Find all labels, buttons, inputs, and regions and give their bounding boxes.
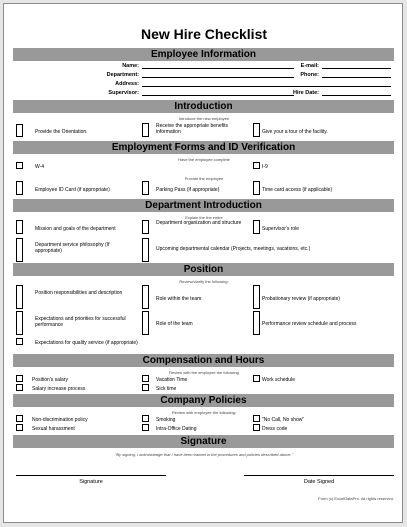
- item-dress-code: Dress code: [262, 426, 288, 432]
- item-role-of-team: Role of the team: [156, 321, 193, 327]
- section-employee-information: Employee Information: [13, 48, 394, 61]
- item-salary-increase: Salary increase process: [32, 386, 86, 392]
- supervisor-label: Supervisor:: [108, 90, 139, 96]
- checkbox-i9[interactable]: [253, 162, 260, 169]
- item-supervisor-role: Supervisor's role: [262, 226, 300, 232]
- section-employment-forms: Employment Forms and ID Verification: [13, 141, 394, 154]
- checkbox-benefits-information[interactable]: [142, 123, 149, 137]
- date-signed-line[interactable]: [244, 468, 394, 476]
- item-vacation-time: Vacation Time: [156, 377, 188, 383]
- item-position-salary: Position's salary: [32, 377, 68, 383]
- page-title: New Hire Checklist: [140, 26, 268, 42]
- item-role-within-team: Role within the team: [156, 296, 202, 302]
- checkbox-time-card[interactable]: [253, 181, 260, 195]
- checkbox-non-discrimination[interactable]: [16, 415, 23, 422]
- checkbox-expectations-priorities[interactable]: [16, 311, 23, 335]
- checkbox-probationary-review[interactable]: [253, 285, 260, 309]
- checkbox-work-schedule[interactable]: [253, 375, 260, 382]
- item-expectations-priorities: Expectations and priorities for successful performance: [35, 316, 126, 328]
- item-employee-id: Employee ID Card (if appropriate): [35, 187, 110, 193]
- email-field[interactable]: [322, 61, 391, 69]
- item-position-responsibilities: Position responsibilities and description: [35, 290, 123, 296]
- position-hint: Review/clarify the following:: [179, 279, 229, 284]
- checkbox-service-philosophy[interactable]: [16, 238, 23, 262]
- item-mission-goals: Mission and goals of the department: [35, 226, 116, 232]
- checkbox-dress-code[interactable]: [253, 424, 260, 431]
- item-dept-calendar: Upcoming departmental calendar (Projects, meetings, vacations, etc.): [156, 246, 311, 252]
- checkbox-supervisor-role[interactable]: [253, 220, 260, 234]
- checklist-page: [3, 3, 403, 523]
- checkbox-no-call-no-show[interactable]: [253, 415, 260, 422]
- checkbox-intra-office-dating[interactable]: [142, 424, 149, 431]
- signature-line[interactable]: [16, 468, 166, 476]
- signature-label: Signature: [79, 479, 103, 485]
- date-signed-label: Date Signed: [303, 479, 335, 485]
- email-label: E-mail:: [300, 63, 319, 69]
- item-i9: I-9: [262, 164, 268, 170]
- item-parking-pass: Parking Pass (if appropriate): [156, 187, 220, 193]
- item-probationary-review: Probationary review (if appropriate): [262, 296, 341, 302]
- checkbox-provide-orientation[interactable]: [16, 124, 23, 137]
- policies-hint: Review with employee the following:: [171, 410, 237, 415]
- introduction-hint: Introduce the new employee: [178, 116, 230, 121]
- item-performance-review: Performance review schedule and process: [262, 321, 357, 327]
- item-time-card: Time card access (if applicable): [262, 187, 333, 193]
- item-quality-service: Expectations for quality service (if appropriate): [35, 340, 138, 346]
- forms-hint: Have the employee complete: [178, 157, 230, 162]
- item-provide-orientation: Provide the Orientation.: [35, 129, 88, 135]
- checkbox-mission-goals[interactable]: [16, 220, 23, 234]
- dept-hint: Explain the the entire: [185, 215, 223, 220]
- item-benefits-information: Receive the appropriate benefits information: [156, 123, 228, 135]
- section-company-policies: Company Policies: [13, 394, 394, 407]
- checkbox-parking-pass[interactable]: [142, 181, 149, 195]
- acknowledgement-statement: "By signing, I acknowledge that I have been trained in the procedures and policies described above.": [114, 452, 294, 457]
- section-compensation-hours: Compensation and Hours: [13, 354, 394, 367]
- checkbox-role-of-team[interactable]: [142, 311, 149, 335]
- checkbox-employee-id[interactable]: [16, 181, 23, 195]
- compensation-hint: Review with the employee the following: [169, 370, 239, 375]
- checkbox-smoking[interactable]: [142, 415, 149, 422]
- forms-hint-provide: Provide the employee: [184, 176, 224, 181]
- checkbox-quality-service[interactable]: [16, 338, 23, 345]
- department-label: Department:: [106, 72, 139, 78]
- section-introduction: Introduction: [13, 100, 394, 113]
- item-intra-office-dating: Intra-Office Dating: [156, 426, 197, 432]
- checkbox-sexual-harassment[interactable]: [16, 424, 23, 431]
- item-dept-organization: Department organization and structure: [156, 220, 242, 226]
- address-label: Address:: [115, 81, 139, 87]
- checkbox-facility-tour[interactable]: [253, 123, 260, 137]
- checkbox-position-salary[interactable]: [16, 375, 23, 382]
- item-w4: W-4: [35, 164, 45, 170]
- phone-label: Phone:: [300, 72, 319, 78]
- item-non-discrimination: Non-discrimination policy: [32, 417, 88, 423]
- name-label: Name:: [122, 63, 139, 69]
- checkbox-dept-calendar[interactable]: [142, 238, 149, 262]
- item-service-philosophy: Department service philosophy (If appropriate): [35, 242, 110, 254]
- checkbox-role-within-team[interactable]: [142, 285, 149, 309]
- address-field[interactable]: [142, 79, 391, 87]
- footer-copyright: Form (c) ExcelDataPro. All rights reserved.: [318, 496, 394, 501]
- section-position: Position: [13, 263, 394, 276]
- phone-field[interactable]: [322, 70, 391, 78]
- item-smoking: Smoking: [156, 417, 176, 423]
- item-no-call-no-show: "No Call, No show": [262, 417, 305, 423]
- checkbox-performance-review[interactable]: [253, 311, 260, 335]
- section-department-introduction: Department Introduction: [13, 199, 394, 212]
- item-facility-tour: Give your a tour of the facility.: [262, 129, 328, 135]
- section-signature: Signature: [13, 435, 394, 448]
- item-work-schedule: Work schedule: [262, 377, 295, 383]
- checkbox-dept-organization[interactable]: [142, 220, 149, 234]
- checkbox-salary-increase[interactable]: [16, 384, 23, 391]
- item-sexual-harassment: Sexual harassment: [32, 426, 75, 432]
- checkbox-w4[interactable]: [16, 162, 23, 169]
- checkbox-sick-time[interactable]: [142, 384, 149, 391]
- checkbox-position-responsibilities[interactable]: [16, 285, 23, 309]
- hire-date-field[interactable]: [322, 88, 391, 96]
- item-sick-time: Sick time: [156, 386, 177, 392]
- checkbox-vacation-time[interactable]: [142, 375, 149, 382]
- hire-date-label: Hire Date:: [293, 90, 319, 96]
